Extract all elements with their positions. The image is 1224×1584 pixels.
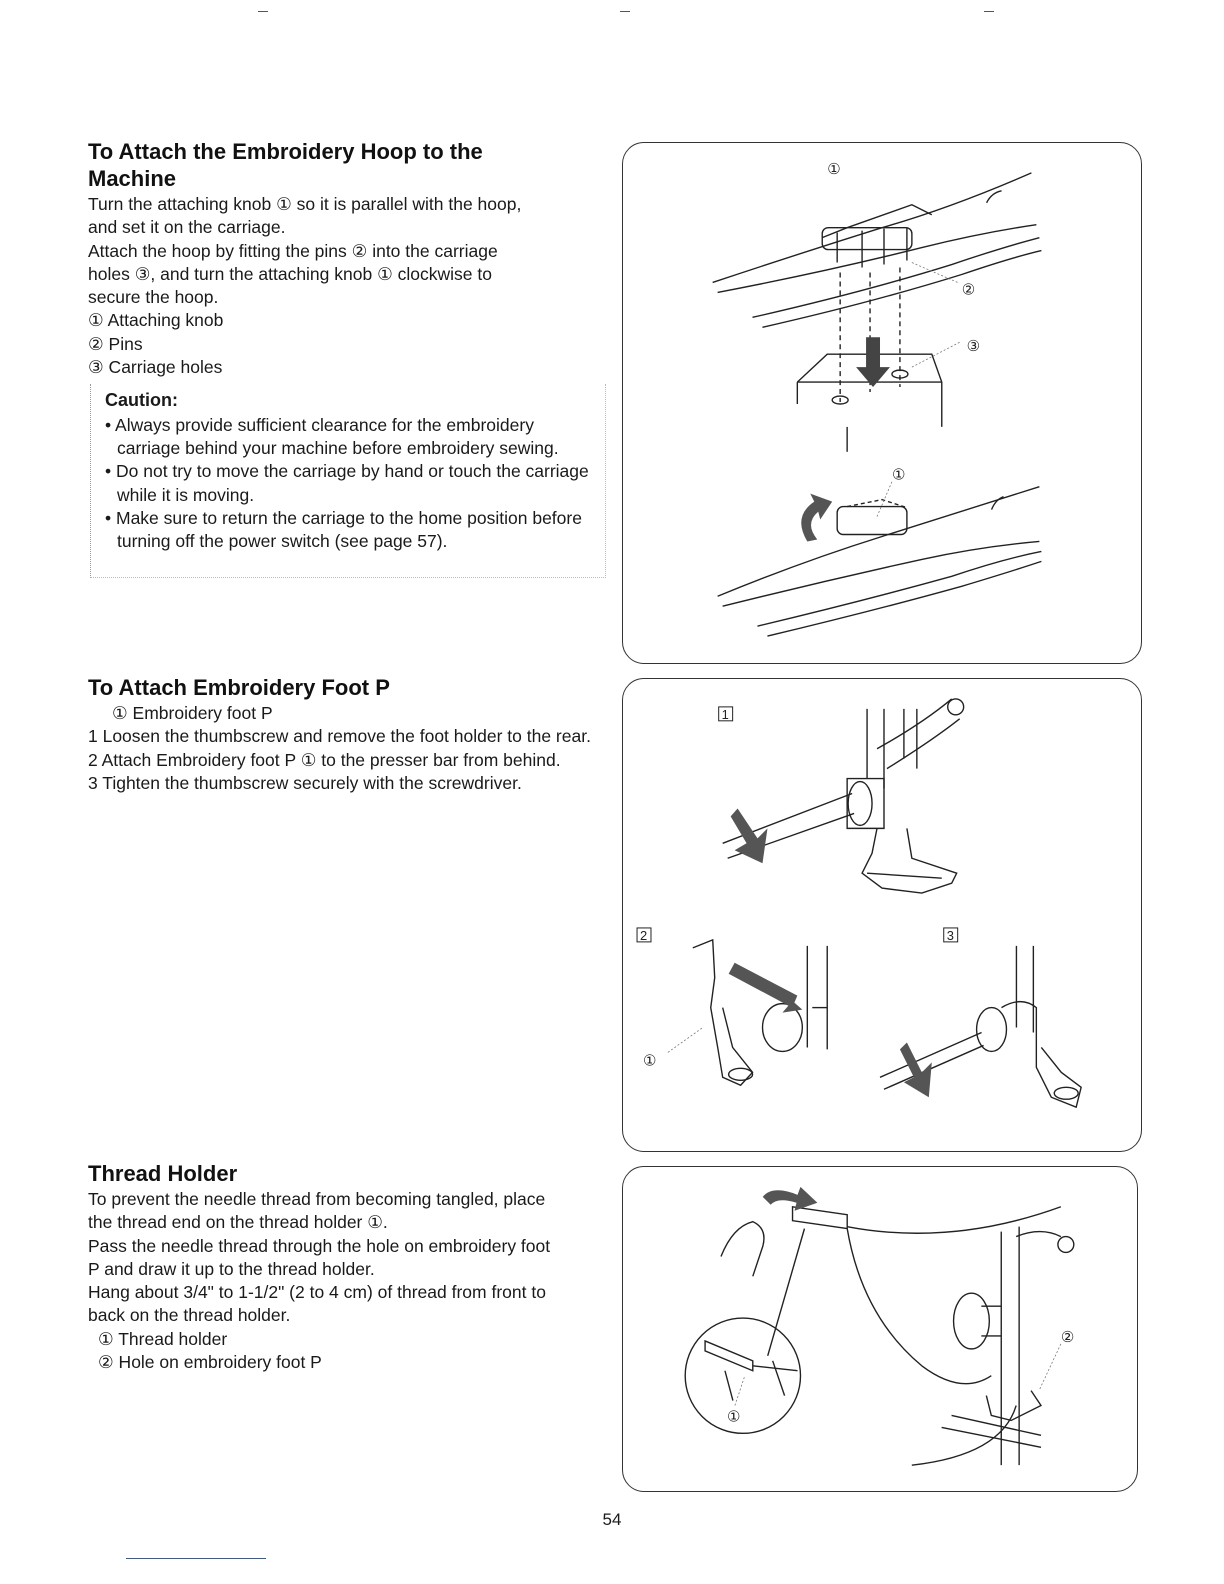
tighten-arrow-icon [900, 1042, 932, 1097]
caution-item: • Do not try to move the carriage by hand or touch the carriage while it is moving. [105, 461, 589, 505]
down-arrow-icon [856, 337, 890, 387]
body-line: Hang about 3/4" to 1-1/2" (2 to 4 cm) of thread from front to [88, 1282, 546, 1303]
section-attach-foot [88, 674, 603, 795]
body-line: P and draw it up to the thread holder. [88, 1258, 375, 1279]
section-title-line: Machine [88, 166, 177, 191]
caution-item: • Always provide sufficient clearance for the embroidery carriage behind your machine before embroidery sewing. [105, 415, 559, 459]
step-item: 2 Attach Embroidery foot P ① to the presser bar from behind. [88, 749, 561, 770]
part-label: ① Embroidery foot P [112, 703, 273, 723]
caution-text: Make sure to return the carriage to the home position before turning off the power switch (see page 57). [116, 507, 582, 552]
callout-embroidery-foot: ① [643, 1052, 657, 1070]
body-line: Pass the needle thread through the hole on embroidery foot [88, 1235, 551, 1256]
body-line: Turn the attaching knob ① so it is parallel with the hoop, [88, 194, 522, 214]
callout-thread-holder: ① [726, 1409, 741, 1426]
body-line: holes ③, and turn the attaching knob ① clockwise to [88, 263, 492, 284]
step-item: 1 Loosen the thumbscrew and remove the foot holder to the rear. [88, 726, 591, 747]
part-label: ③ Carriage holes [88, 357, 223, 378]
step-box-3: 3 [946, 927, 954, 943]
callout-attaching-knob: ① [891, 466, 906, 484]
section-attach-hoop [88, 138, 603, 379]
step-box-2: 2 [640, 927, 648, 943]
section-title-line: To Attach the Embroidery Hoop to the [88, 139, 483, 164]
body-line: and set it on the carriage. [88, 217, 286, 238]
step-item: 3 Tighten the thumbscrew securely with the screwdriver. [88, 772, 522, 793]
footer-rule [126, 1558, 266, 1559]
step-box-1: 1 [721, 706, 729, 722]
thread-holder-illustration [623, 1167, 1137, 1491]
part-label: ① Thread holder [98, 1328, 228, 1349]
crop-mark [984, 11, 994, 12]
hoop-illustration [623, 143, 1141, 663]
part-label: ① Attaching knob [88, 310, 224, 331]
rotate-arrow-icon [801, 494, 832, 542]
section-title: Thread Holder [88, 1161, 238, 1186]
insert-arrow-icon [729, 963, 803, 1013]
caution-title: Caution: [105, 390, 178, 410]
body-line: secure the hoop. [88, 287, 219, 308]
caution-text: Always provide sufficient clearance for the embroidery carriage behind your machine before embroidery sewing. [115, 415, 559, 459]
body-line: the thread end on the thread holder ①. [88, 1212, 388, 1233]
page-number: 54 [602, 1510, 622, 1529]
section-thread-holder [88, 1160, 608, 1374]
crop-mark [620, 11, 630, 12]
section-title [88, 138, 603, 192]
part-label: ② Pins [88, 333, 143, 354]
figure-thread-holder [622, 1166, 1138, 1492]
figure-hoop-attach [622, 142, 1142, 664]
body-line: Attach the hoop by fitting the pins ② into the carriage [88, 240, 498, 261]
callout-carriage-holes: ③ [966, 338, 981, 356]
body-line: To prevent the needle thread from becoming tangled, place [88, 1189, 546, 1209]
figure-foot-attach [622, 678, 1142, 1152]
callout-attaching-knob: ① [827, 160, 841, 178]
crop-mark [258, 11, 268, 12]
caution-text: Do not try to move the carriage by hand or touch the carriage while it is moving. [116, 461, 589, 505]
section-title: To Attach Embroidery Foot P [88, 675, 390, 700]
thread-arrow-icon [763, 1187, 818, 1211]
body-line: back on the thread holder. [88, 1305, 291, 1326]
foot-illustration [623, 679, 1141, 1151]
caution-box [90, 384, 606, 578]
callout-pins: ② [961, 281, 976, 299]
caution-item: • Make sure to return the carriage to the home position before turning off the power switch (see page 57). [105, 507, 582, 552]
callout-hole: ② [1060, 1329, 1075, 1346]
part-label: ② Hole on embroidery foot P [98, 1352, 322, 1373]
